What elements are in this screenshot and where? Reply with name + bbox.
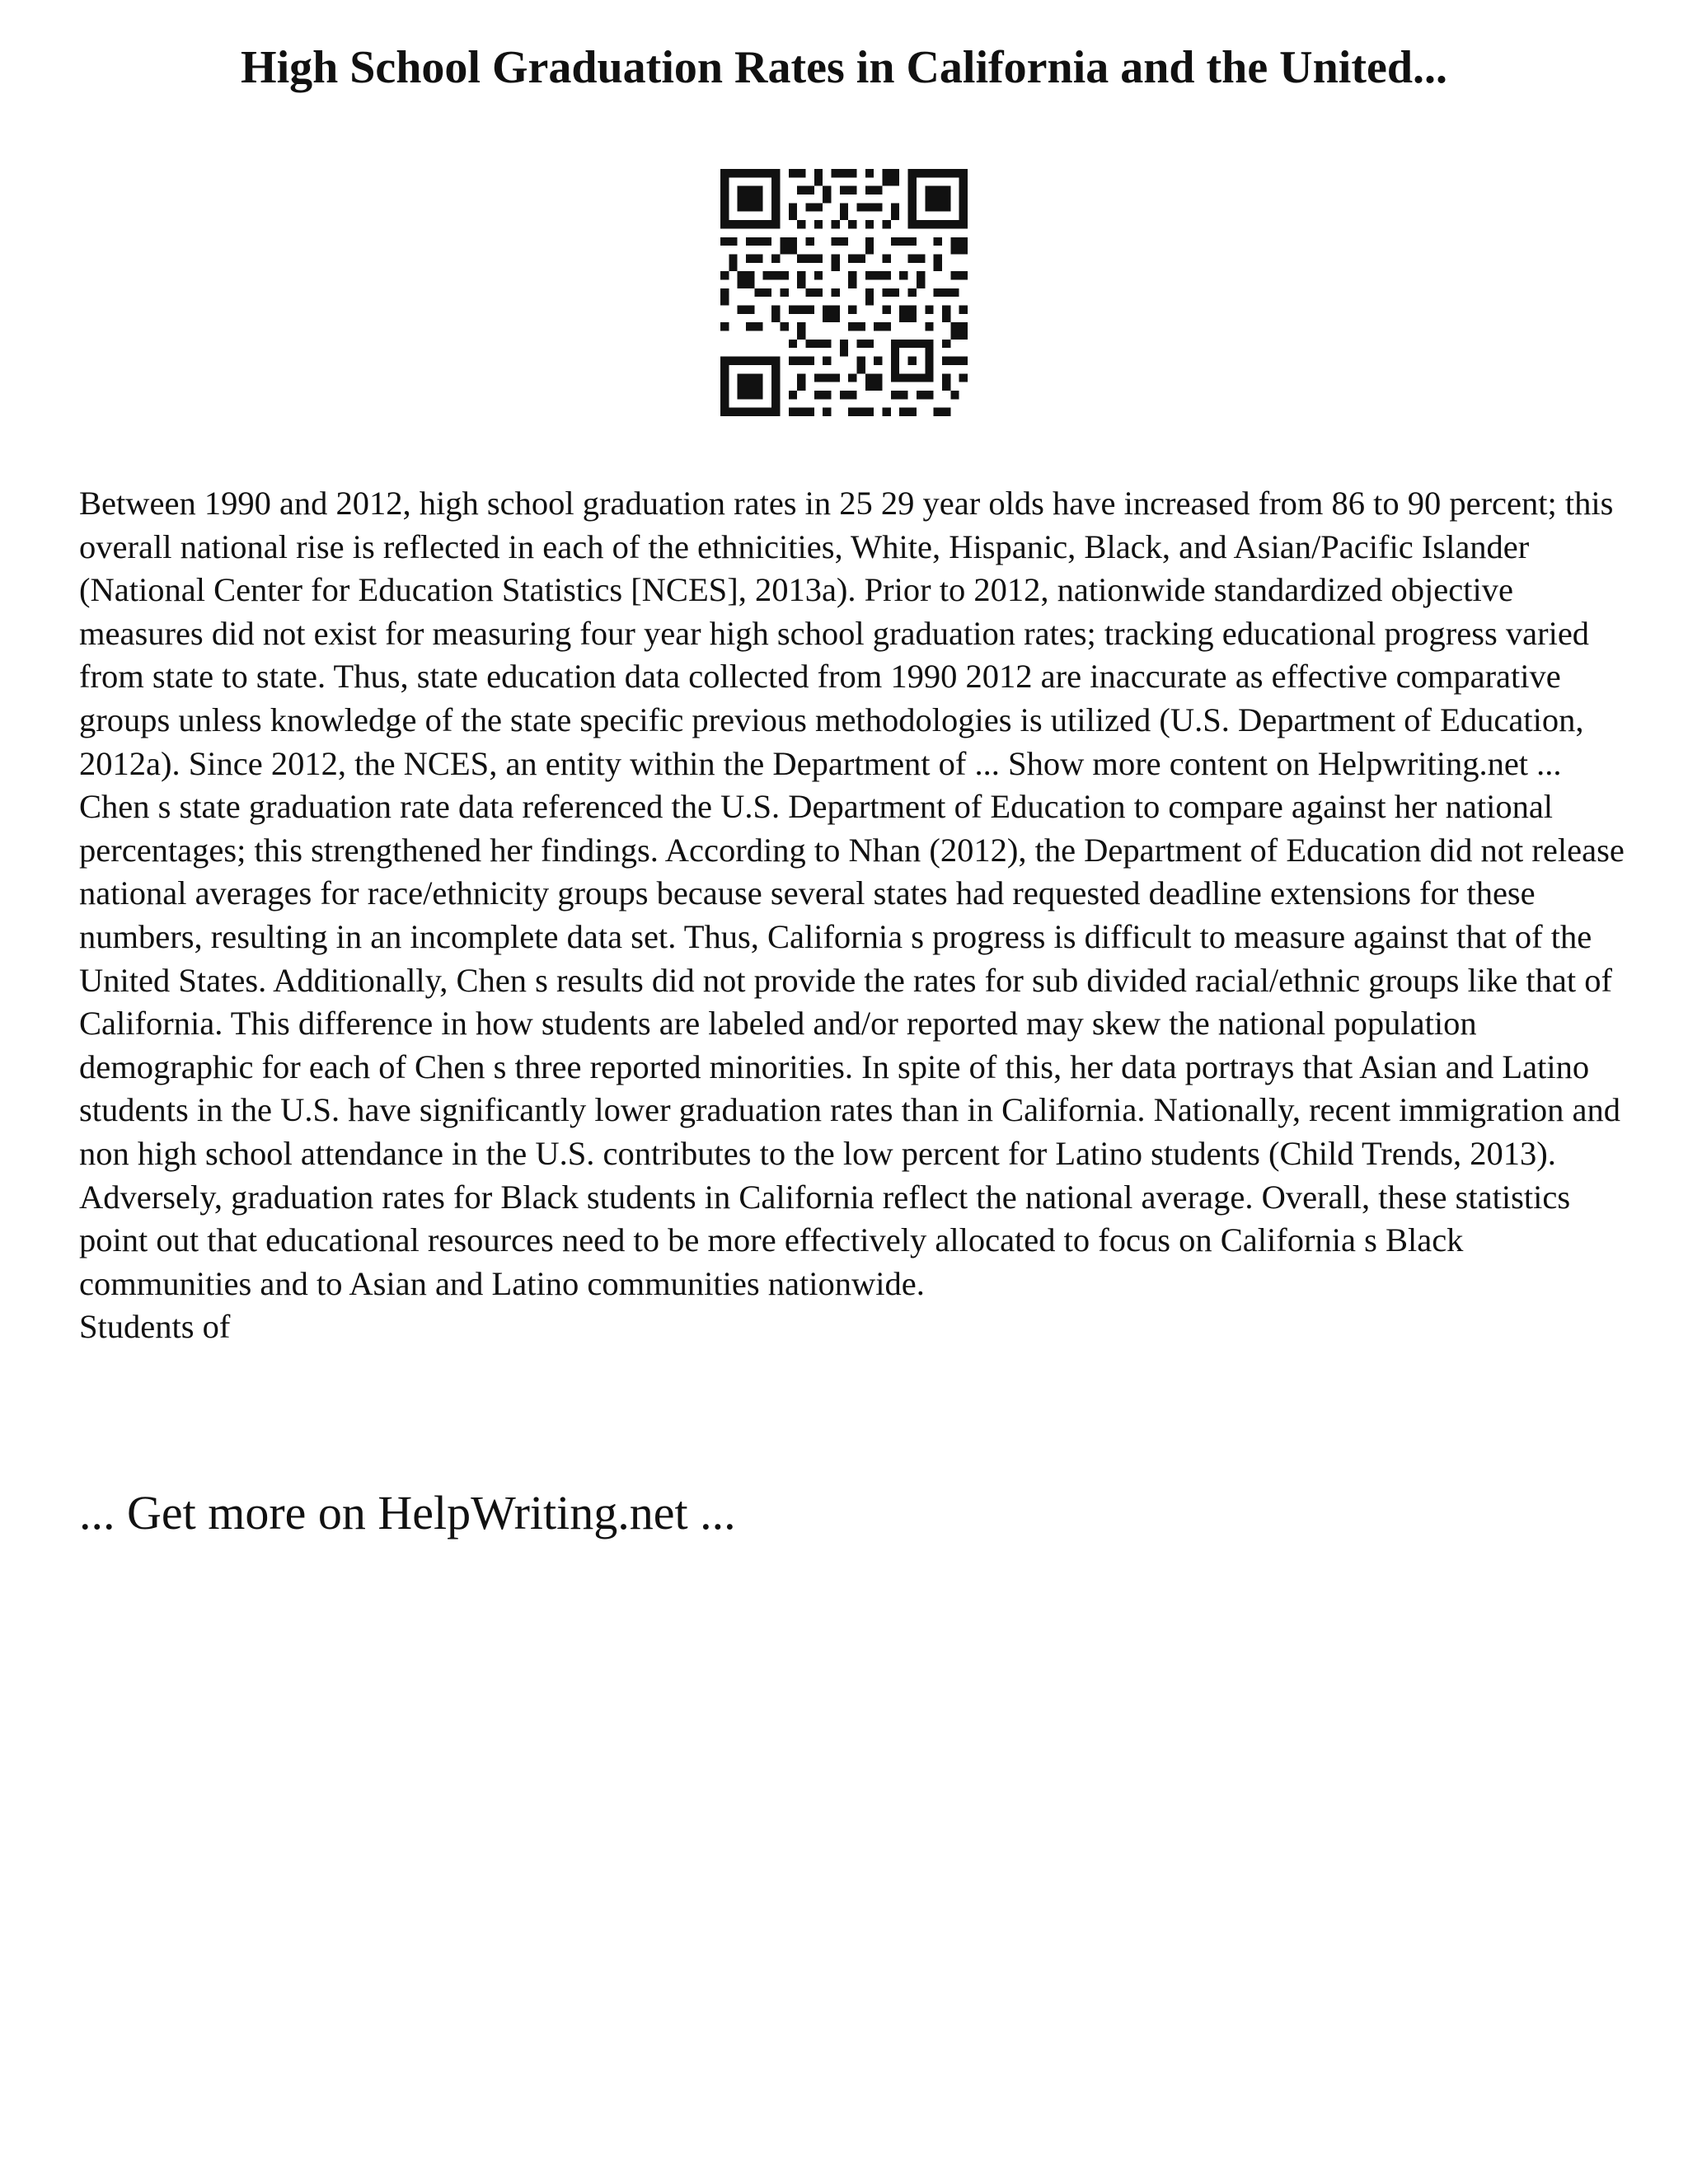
paragraph: Between 1990 and 2012, high school graduation rates in 25 29 year olds have increased from 86 to 90 percent; this overall national rise is reflected in each of the ethnicities, White, Hispanic, Black, and Asian/Pacific Islander (National Center for Education Statistics [NCES], 2013a). Prior to 2012, nationwide standardized objective measures did not exist for measuring four year high school graduation rates; tracking educational progress varied from state to state. Thus, state education data collected from 1990 2012 are inaccurate as effective comparative groups unless knowledge of the state specific previous methodologies is utilized (U.S. Department of Education, 2012a). Since 2012, the NCES, an entity within the Department of ... Show more content on Helpwriting.net ... [79,485,1614,782]
paragraph: Students of [79,1308,231,1346]
qr-code-icon [720,169,968,416]
paragraph: Chen s state graduation rate data referenced the U.S. Department of Education to compare against her national percentages; this strengthened her findings. According to Nhan (2012), the Department of Education did not release national averages for race/ethnicity groups because several states had requested deadline extensions for these numbers, resulting in an incomplete data set. Thus, California s progress is difficult to measure against that of the United States. Additionally, Chen s results did not provide the rates for sub divided racial/ethnic groups like that of California. This difference in how students are labeled and/or reported may skew the national population demographic for each of Chen s three reported minorities. In spite of this, her data portrays that Asian and Latino students in the U.S. have significantly lower graduation rates than in California. Nationally, recent immigration and non high school attendance in the U.S. contributes to the low percent for Latino students (Child Trends, 2013). Adversely, graduation rates for Black students in California reflect the national average. Overall, these statistics point out that educational resources need to be more effectively allocated to focus on California s Black communities and to Asian and Latino communities nationwide. [79,788,1625,1302]
document-body [79,482,1629,1349]
get-more-link[interactable]: ... Get more on HelpWriting.net ... [79,1486,736,1540]
document-title: High School Graduation Rates in California and the United... [241,42,1447,93]
